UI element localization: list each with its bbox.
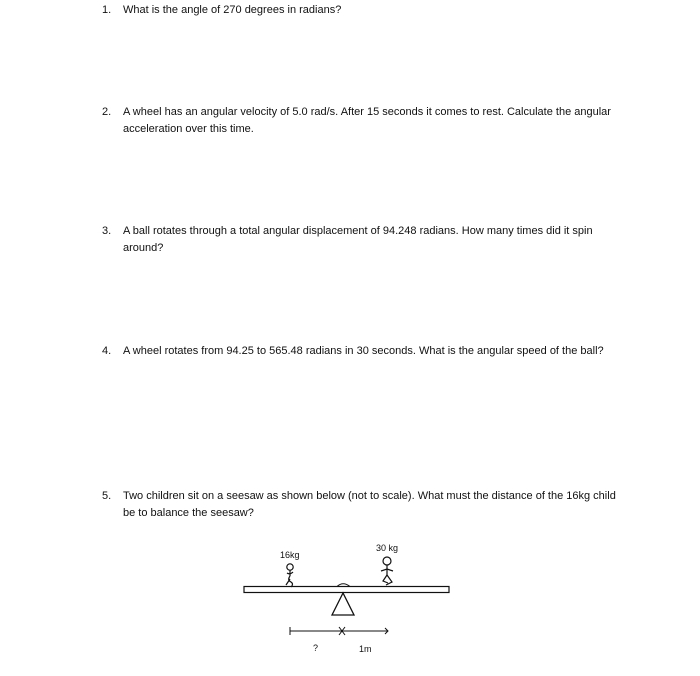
distance-markers: [290, 627, 388, 635]
question-4-text: A wheel rotates from 94.25 to 565.48 radians in 30 seconds. What is the angular speed of the ball?: [123, 345, 604, 357]
question-1: [102, 2, 622, 19]
question-2-number: 2.: [102, 106, 112, 118]
unknown-distance-label: ?: [313, 643, 319, 653]
question-3-number: 3.: [102, 225, 112, 237]
question-5-text: Two children sit on a seesaw as shown below (not to scale). What must the distance of the 16kg child be to balance the seesaw?: [123, 490, 616, 519]
question-2: [102, 104, 622, 138]
question-5: [102, 488, 622, 522]
question-5-number: 5.: [102, 490, 112, 502]
left-child-figure: [286, 564, 293, 587]
question-4: [102, 343, 622, 360]
pivot-triangle: [332, 593, 354, 615]
question-2-text: A wheel has an angular velocity of 5.0 rad/s. After 15 seconds it comes to rest. Calculate the angular acceleration over this time.: [123, 106, 611, 135]
right-mass-label: 30 kg: [376, 543, 399, 553]
question-1-text: What is the angle of 270 degrees in radians?: [123, 4, 342, 16]
seesaw-diagram: [230, 535, 470, 665]
question-4-number: 4.: [102, 345, 112, 357]
question-1-number: 1.: [102, 4, 112, 16]
question-3-text: A ball rotates through a total angular displacement of 94.248 radians. How many times did it spin around?: [123, 225, 593, 254]
known-distance-label: 1m: [359, 644, 372, 654]
right-child-figure: [381, 557, 393, 585]
left-mass-label: 16kg: [280, 550, 300, 560]
seesaw-plank: [244, 587, 449, 593]
question-3: [102, 223, 622, 257]
